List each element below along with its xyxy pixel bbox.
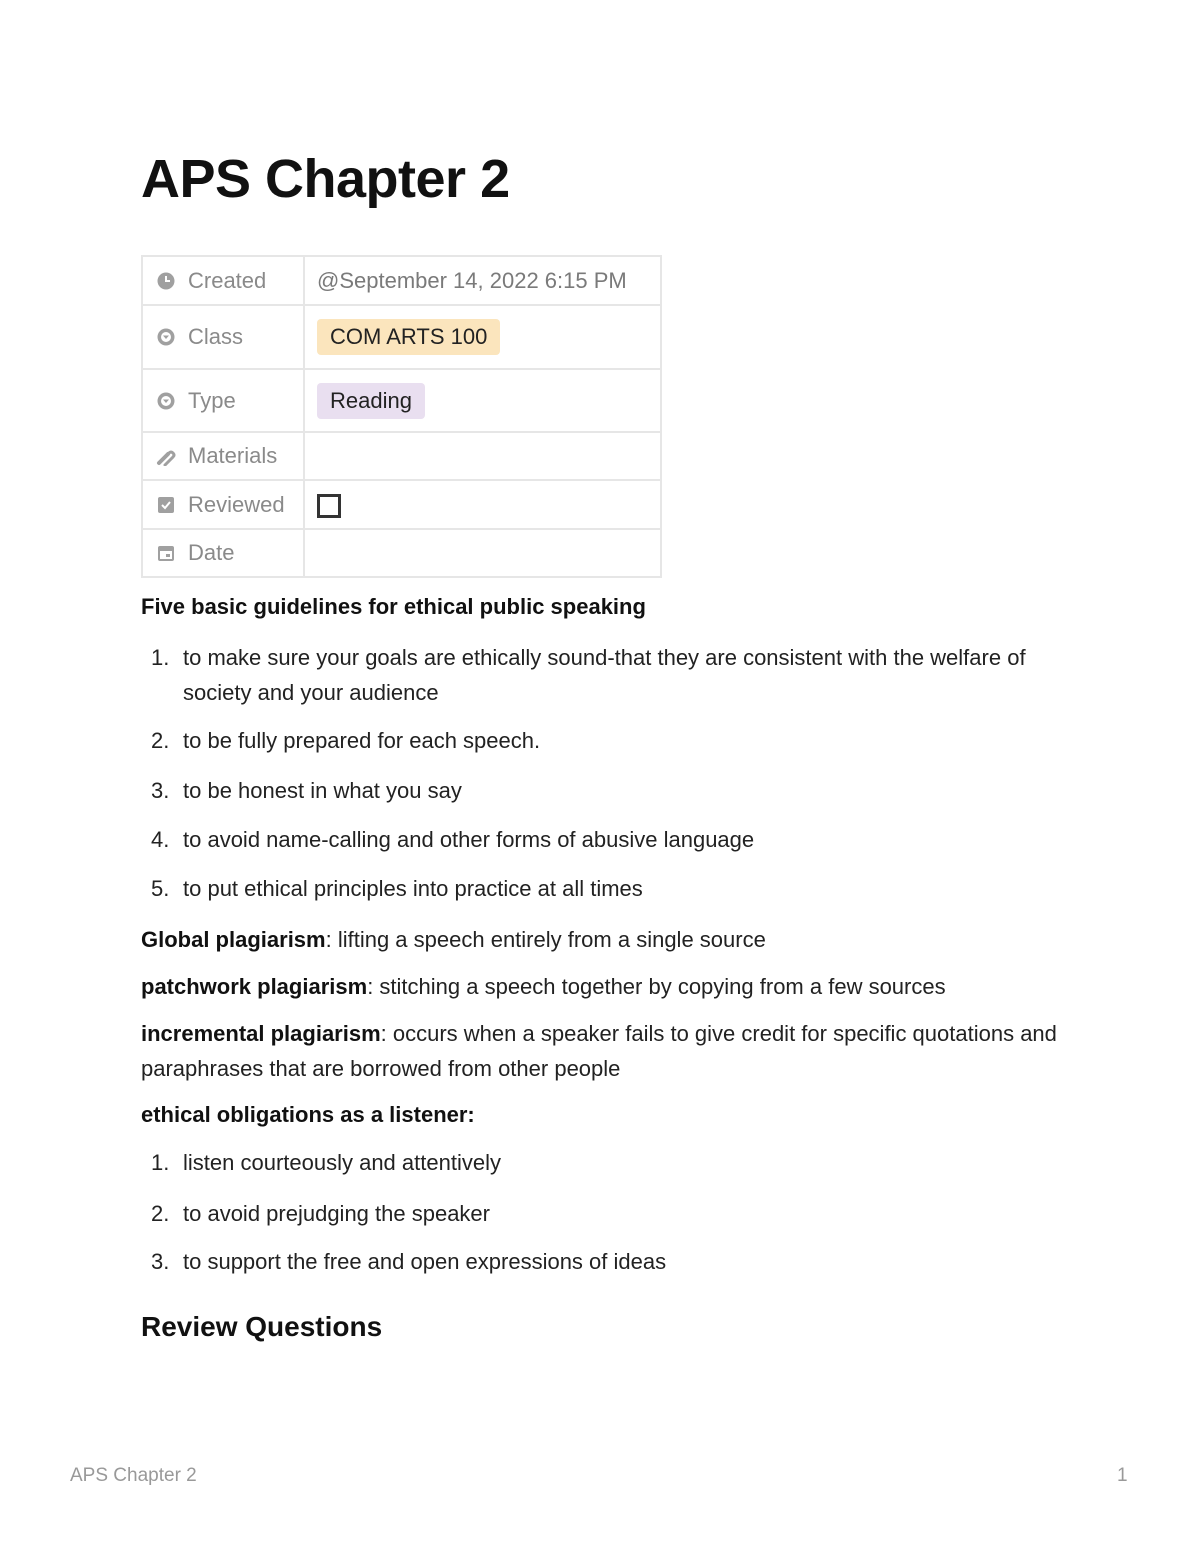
select-icon [156, 327, 176, 347]
select-icon [156, 391, 176, 411]
property-key-label: Date [188, 540, 235, 565]
property-key-cell [142, 432, 304, 480]
list-item [141, 871, 1071, 906]
definition-text: : stitching a speech together by copying from a few sources [367, 974, 946, 999]
list-item [141, 1145, 1071, 1180]
footer-title: APS Chapter 2 [70, 1465, 197, 1486]
definition-text: : lifting a speech entirely from a single source [325, 927, 766, 952]
list-item-text: to put ethical principles into practice at all times [183, 876, 643, 901]
definition-patchwork-plagiarism [141, 969, 1071, 1004]
list-item-text: to be honest in what you say [183, 778, 462, 803]
property-row-created [142, 256, 661, 305]
review-questions-heading: Review Questions [141, 1311, 383, 1342]
page-title: APS Chapter 2 [141, 149, 510, 209]
property-value-reviewed[interactable] [304, 480, 661, 529]
list-item [141, 822, 1071, 857]
definition-global-plagiarism [141, 922, 1071, 957]
list-item-text: listen courteously and attentively [183, 1150, 501, 1175]
definition-incremental-plagiarism [141, 1016, 1071, 1086]
list-item [141, 640, 1071, 710]
listener-heading [141, 1097, 1071, 1132]
guidelines-heading-text: Five basic guidelines for ethical public speaking [141, 594, 646, 619]
list-item-text: to be fully prepared for each speech. [183, 728, 541, 753]
listener-list [141, 1145, 1071, 1279]
list-item [141, 773, 1071, 808]
list-item [141, 723, 1071, 758]
definition-text: : occurs when a speaker fails to give credit for specific quotations and paraphrases that are borrowed from other people [141, 1021, 1057, 1081]
definition-term: Global plagiarism [141, 927, 326, 952]
property-key-cell [142, 480, 304, 529]
list-item-text: to make sure your goals are ethically sound-that they are consistent with the welfare of society and your audience [183, 645, 1026, 705]
property-value-created[interactable]: @September 14, 2022 6:15 PM [304, 256, 661, 305]
listener-heading-text: ethical obligations as a listener: [141, 1102, 475, 1127]
list-item-number: 1. [151, 645, 170, 670]
page-number: 1 [1117, 1465, 1128, 1486]
list-item-number: 1. [151, 1150, 170, 1175]
property-key-label: Reviewed [188, 491, 285, 517]
property-value-class[interactable] [304, 305, 661, 369]
list-item-number: 3. [151, 778, 170, 803]
property-key-label: Materials [188, 443, 278, 468]
reviewed-checkbox[interactable] [317, 494, 341, 518]
property-value-type[interactable] [304, 369, 661, 432]
list-item [141, 1196, 1071, 1231]
list-item-number: 2. [151, 1201, 170, 1226]
guidelines-heading [141, 589, 1071, 624]
type-tag[interactable]: Reading [317, 383, 425, 419]
list-item-text: to avoid name-calling and other forms of abusive language [183, 827, 755, 852]
list-item-text: to support the free and open expressions of ideas [183, 1249, 667, 1274]
list-item-text: to avoid prejudging the speaker [183, 1201, 490, 1226]
checkbox-icon [156, 495, 176, 515]
property-row-class [142, 305, 661, 369]
class-tag[interactable]: COM ARTS 100 [317, 319, 500, 355]
property-key-cell [142, 256, 304, 305]
page-content [141, 589, 1071, 1344]
property-row-reviewed [142, 480, 661, 529]
definition-term: incremental plagiarism [141, 1021, 381, 1046]
clock-icon [156, 271, 176, 291]
list-item-number: 2. [151, 728, 170, 753]
property-value-materials[interactable] [304, 432, 661, 480]
list-item-number: 4. [151, 827, 170, 852]
list-item-number: 5. [151, 876, 170, 901]
property-value-date[interactable] [304, 529, 661, 577]
property-key-label: Class [188, 324, 244, 349]
property-key-label: Type [188, 387, 236, 413]
property-key-cell [142, 529, 304, 577]
guidelines-list [141, 640, 1071, 906]
property-row-type [142, 369, 661, 432]
list-item-number: 3. [151, 1249, 170, 1274]
paperclip-icon [156, 446, 176, 466]
definition-term: patchwork plagiarism [141, 974, 368, 999]
property-key-cell [142, 369, 304, 432]
list-item [141, 1244, 1071, 1279]
property-row-materials [142, 432, 661, 480]
property-key-label: Created [188, 267, 267, 293]
property-row-date [142, 529, 661, 577]
properties-table [141, 255, 662, 578]
calendar-icon [156, 543, 176, 563]
property-key-cell [142, 305, 304, 369]
